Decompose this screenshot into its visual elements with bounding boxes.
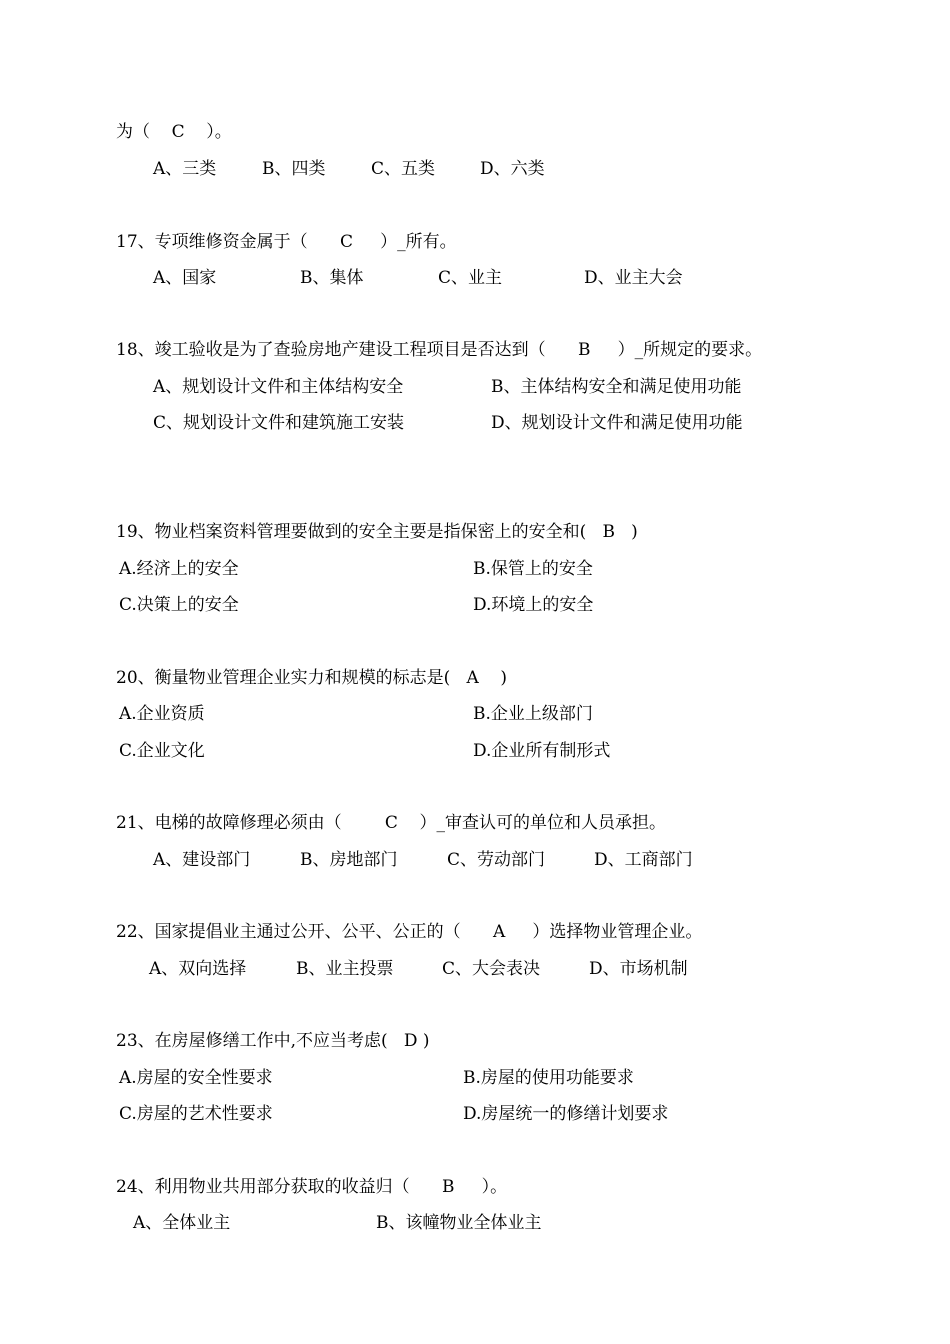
question-17-option-b: B、集体	[300, 268, 364, 288]
question-16-option-b: B、四类	[262, 159, 326, 179]
question-24-option-a: A、全体业主	[133, 1213, 231, 1233]
question-21-option-b: B、房地部门	[300, 850, 398, 870]
question-17-option-d: D、业主大会	[584, 268, 683, 288]
question-22-option-c: C、大会表决	[442, 959, 541, 979]
question-23-option-b: B.房屋的使用功能要求	[463, 1068, 634, 1088]
question-21-option-a: A、建设部门	[153, 850, 251, 870]
question-16-stem: 为（ C ）。	[116, 122, 232, 142]
question-19-option-d: D.环境上的安全	[473, 595, 594, 615]
question-18-option-c: C、规划设计文件和建筑施工安装	[153, 413, 405, 433]
question-19-stem: 19、物业档案资料管理要做到的安全主要是指保密上的安全和( B )	[116, 522, 638, 542]
question-22-option-b: B、业主投票	[296, 959, 394, 979]
question-20-stem: 20、衡量物业管理企业实力和规模的标志是( A )	[116, 668, 507, 688]
question-20-option-d: D.企业所有制形式	[473, 741, 611, 761]
question-18-option-a: A、规划设计文件和主体结构安全	[153, 377, 404, 397]
question-18-option-d: D、规划设计文件和满足使用功能	[491, 413, 743, 433]
question-22-stem: 22、国家提倡业主通过公开、公平、公正的（ A ）选择物业管理企业。	[116, 922, 703, 942]
question-22-option-d: D、市场机制	[589, 959, 688, 979]
question-20-option-b: B.企业上级部门	[473, 704, 593, 724]
question-23-stem: 23、在房屋修缮工作中,不应当考虑( D )	[116, 1031, 430, 1051]
question-23-option-d: D.房屋统一的修缮计划要求	[463, 1104, 669, 1124]
question-16-option-c: C、五类	[371, 159, 436, 179]
question-17-stem: 17、专项维修资金属于（ C ）_所有。	[116, 232, 457, 252]
question-24-stem: 24、利用物业共用部分获取的收益归（ B ）。	[116, 1177, 508, 1197]
question-18-option-b: B、主体结构安全和满足使用功能	[491, 377, 742, 397]
question-20-option-a: A.企业资质	[119, 704, 205, 724]
question-23-option-c: C.房屋的艺术性要求	[119, 1104, 273, 1124]
question-24-option-b: B、该幢物业全体业主	[376, 1213, 542, 1233]
question-16-option-d: D、六类	[480, 159, 545, 179]
question-17-option-a: A、国家	[153, 268, 217, 288]
question-17-option-c: C、业主	[438, 268, 503, 288]
question-16-option-a: A、三类	[153, 159, 217, 179]
question-23-option-a: A.房屋的安全性要求	[119, 1068, 273, 1088]
question-21-stem: 21、电梯的故障修理必须由（ C ）_审查认可的单位和人员承担。	[116, 813, 666, 833]
question-22-option-a: A、双向选择	[149, 959, 247, 979]
question-21-option-c: C、劳动部门	[447, 850, 546, 870]
question-20-option-c: C.企业文化	[119, 741, 205, 761]
question-19-option-b: B.保管上的安全	[473, 559, 593, 579]
question-19-option-c: C.决策上的安全	[119, 595, 239, 615]
question-18-stem: 18、竣工验收是为了查验房地产建设工程项目是否达到（ B ）_所规定的要求。	[116, 340, 763, 360]
question-19-option-a: A.经济上的安全	[119, 559, 239, 579]
question-21-option-d: D、工商部门	[594, 850, 693, 870]
